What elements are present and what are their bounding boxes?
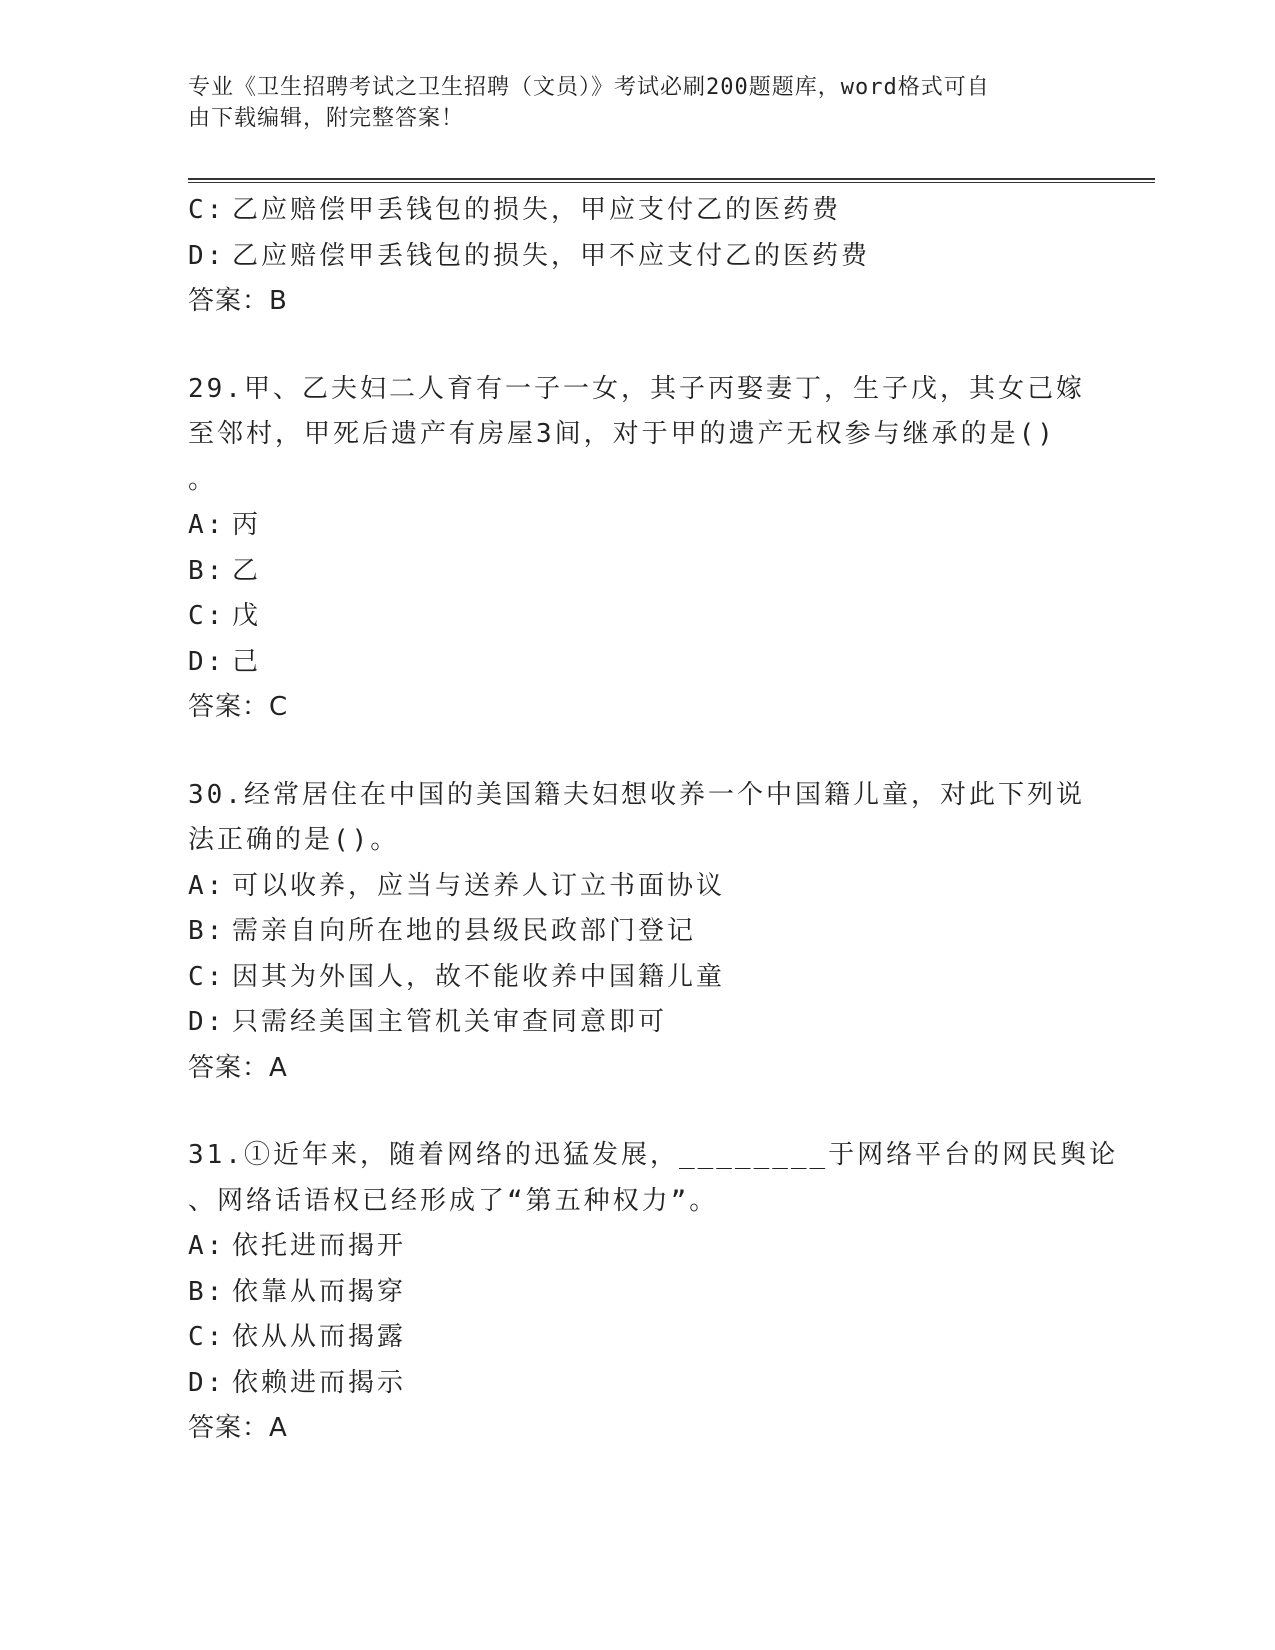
question-31 bbox=[188, 1133, 1119, 1452]
option-b: B: 需亲自向所在地的县级民政部门登记 bbox=[188, 916, 697, 946]
option-b: B: 依靠从而揭穿 bbox=[188, 1276, 407, 1307]
answer-line: 答案：B bbox=[188, 286, 288, 316]
question-stem-line: 31.①近年来，随着网络的迅猛发展，________于网络平台的网民舆论 bbox=[188, 1140, 1119, 1170]
question-30 bbox=[188, 773, 1088, 1092]
header-title-line-2: 由下载编辑，附完整答案！ bbox=[188, 106, 465, 131]
option-d: D: 己 bbox=[188, 646, 262, 677]
question-content bbox=[188, 188, 1119, 1452]
answer-line: 答案：A bbox=[188, 1052, 288, 1083]
question-stem-line: 。 bbox=[188, 464, 218, 495]
question-stem-line: 法正确的是()。 bbox=[188, 825, 400, 855]
question-stem-line: 29.甲、乙夫妇二人育有一子一女，其子丙娶妻丁，生子戊，其女己嫁 bbox=[188, 373, 1085, 404]
option-b: B: 乙 bbox=[188, 555, 262, 586]
answer-line: 答案：C bbox=[188, 692, 289, 722]
header-title-line-1: 专业《卫生招聘考试之卫生招聘（文员）》考试必刷200题题库，word格式可自 bbox=[188, 75, 990, 100]
option-c: C: 因其为外国人，故不能收养中国籍儿童 bbox=[188, 961, 726, 992]
option-c: C: 乙应赔偿甲丢钱包的损失，甲应支付乙的医药费 bbox=[188, 195, 842, 225]
question-stem-line: 30.经常居住在中国的美国籍夫妇想收养一个中国籍儿童，对此下列说 bbox=[188, 779, 1085, 810]
option-c: C: 依从从而揭露 bbox=[188, 1322, 407, 1352]
question-stem-line: 至邻村，甲死后遗产有房屋3间，对于甲的遗产无权参与继承的是() bbox=[188, 419, 1056, 449]
option-a: A: 可以收养，应当与送养人订立书面协议 bbox=[188, 870, 726, 901]
header-divider bbox=[188, 178, 1155, 185]
question-29 bbox=[188, 367, 1088, 731]
option-d: D: 乙应赔偿甲丢钱包的损失，甲不应支付乙的医药费 bbox=[188, 240, 871, 271]
question-stem-line: 、网络话语权已经形成了“第五种权力”。 bbox=[188, 1185, 719, 1216]
option-d: D: 只需经美国主管机关审查同意即可 bbox=[188, 1007, 668, 1037]
option-a: A: 丙 bbox=[188, 510, 262, 540]
option-a: A: 依托进而揭开 bbox=[188, 1231, 407, 1261]
option-c: C: 戊 bbox=[188, 601, 262, 631]
answer-line: 答案：A bbox=[188, 1413, 288, 1443]
option-d: D: 依赖进而揭示 bbox=[188, 1367, 407, 1398]
document-header bbox=[188, 72, 1068, 134]
prev-question-block bbox=[188, 188, 1088, 325]
